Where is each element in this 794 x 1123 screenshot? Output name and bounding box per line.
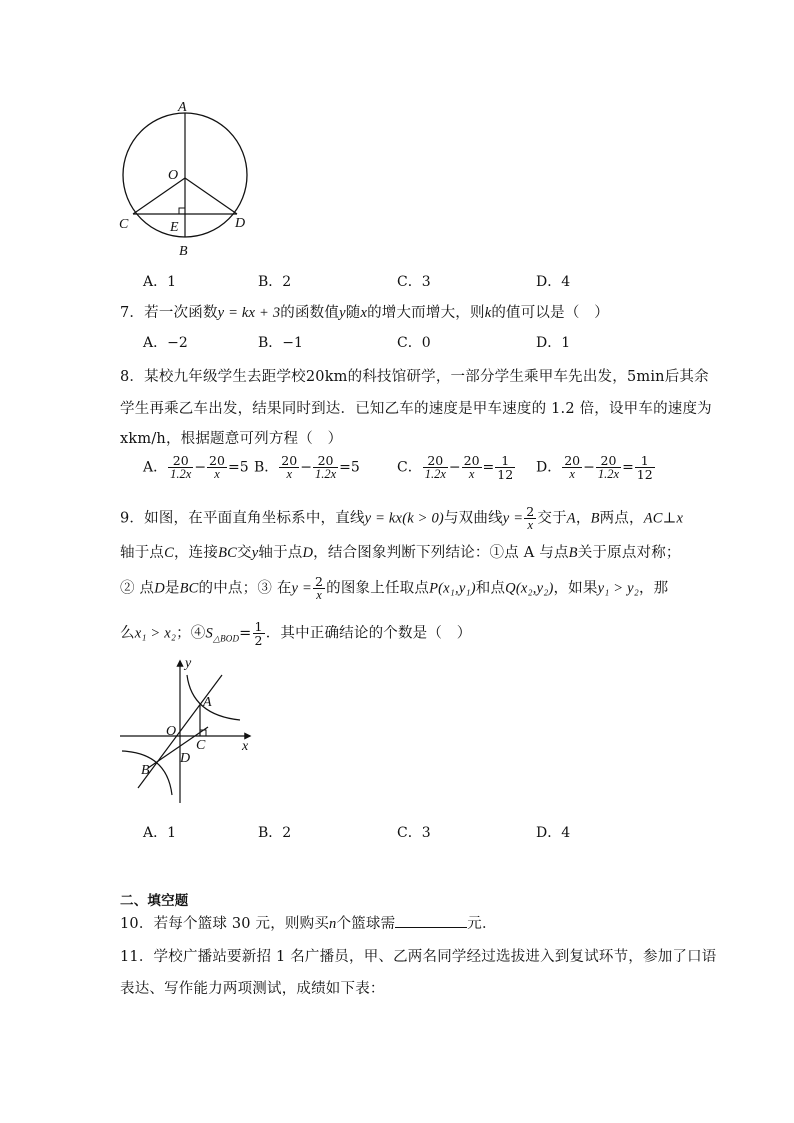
q7-var: x [360, 305, 368, 321]
q9-math: D [154, 580, 165, 597]
equals: = [227, 459, 240, 476]
q9-math: B [568, 545, 578, 561]
q9-math: △BOD [212, 633, 240, 644]
numerator: 20 [423, 454, 448, 468]
q8-number: 8． [120, 369, 145, 385]
q7-option-d[interactable]: D．1 [536, 335, 571, 351]
numerator: 1 [635, 454, 655, 468]
q8-unit: xkm/h [120, 431, 166, 447]
q9-math: C [164, 545, 174, 561]
rhs: 5 [239, 459, 249, 476]
q9-text: 与双曲线 [443, 510, 503, 527]
q9-text: 交于 [537, 510, 567, 527]
q9-text: 的图象上任取点 [326, 580, 430, 597]
denominator: 12 [636, 467, 653, 482]
q9-text: ， [575, 510, 591, 527]
label-O: O [166, 724, 177, 739]
question-8-line3 [120, 427, 342, 448]
q7-text: 的函数值 [280, 305, 340, 321]
q9-option-a[interactable]: A．1 [143, 825, 177, 841]
q9-math: ⊥ [662, 510, 677, 527]
q9-math: BC [218, 545, 238, 561]
q9-math: S [205, 625, 213, 642]
q9-math: x [676, 510, 684, 527]
label-A: A [178, 100, 187, 115]
q9-math: y = kx [364, 510, 403, 527]
question-7 [120, 301, 609, 322]
label-x: x [242, 739, 249, 754]
fraction [253, 620, 265, 647]
denominator: 2 [254, 633, 263, 648]
q7-text: 的值可以是（ ） [491, 305, 609, 321]
rhs: 5 [350, 459, 360, 476]
question-9-line3 [120, 575, 668, 602]
q9-text: ，结合图象判断下列结论：①点 A 与点 [313, 545, 569, 561]
q6-option-d[interactable]: D．4 [536, 274, 571, 290]
q8-text: 某校九年级学生去距学校 [144, 369, 306, 385]
equals: = [339, 459, 351, 476]
fraction [313, 575, 325, 602]
q9-text: ．其中正确结论的个数是（ ） [265, 625, 472, 642]
numerator: 2 [315, 574, 324, 589]
equals: = [622, 459, 634, 476]
q9-option-b[interactable]: B．2 [258, 825, 292, 841]
q9-math: x₁ > x₂ [134, 625, 177, 642]
q9-text: 两点， [599, 510, 644, 527]
denominator: 1.2x [170, 467, 192, 481]
operator: − [448, 459, 461, 476]
q7-option-b[interactable]: B．−1 [258, 335, 303, 351]
fraction [495, 454, 515, 481]
q9-math: A [566, 510, 576, 527]
fraction [462, 454, 482, 481]
q9-math: AC [643, 510, 663, 527]
question-9-line2 [120, 541, 681, 562]
q9-number: 9． [120, 510, 145, 527]
denominator: 1.2x [314, 467, 337, 481]
q9-math: P(x₁,y₁) [429, 580, 476, 597]
q8-text: 后其余 [664, 369, 709, 385]
q9-text: 的中点；③ 在 [198, 580, 292, 597]
fraction [596, 454, 621, 481]
numerator: 20 [281, 453, 298, 468]
q9-text: ，连接 [173, 545, 219, 561]
question-10 [120, 912, 497, 933]
q8-option-c[interactable] [397, 454, 516, 481]
q6-option-c[interactable]: C．3 [397, 274, 431, 290]
q9-option-d[interactable]: D．4 [536, 825, 571, 841]
segment-OD [185, 178, 237, 214]
question-9-line4 [120, 620, 472, 647]
q9-text: 轴于点 [120, 545, 165, 561]
label-D: D [180, 751, 191, 766]
label-B: B [141, 763, 150, 778]
fraction [313, 454, 338, 481]
q9-math: y [251, 545, 259, 561]
option-letter: B． [254, 459, 279, 476]
operator: − [300, 459, 312, 476]
option-letter: C． [397, 459, 422, 476]
q9-text: 么 [120, 625, 135, 642]
q9-math: (k > 0) [402, 510, 444, 527]
denominator: 12 [497, 467, 514, 482]
denominator: 1.2x [597, 467, 620, 481]
numerator: 20 [313, 454, 338, 468]
q6-option-b[interactable]: B．2 [258, 274, 292, 290]
q9-text: ；④ [176, 625, 206, 642]
numerator: 20 [463, 453, 480, 468]
numerator: 1 [254, 619, 263, 634]
numerator: 1 [495, 454, 515, 468]
section-heading: 二、填空题 [120, 893, 189, 909]
q10-text: 个篮球需 [336, 916, 396, 932]
q9-text: ② 点 [120, 580, 155, 597]
q9-text: 和点 [475, 580, 506, 597]
q9-math: D [302, 545, 314, 561]
question-11-line2: 表达、写作能力两项测试，成绩如下表： [120, 981, 385, 997]
q8-distance: 20km [305, 369, 348, 385]
question-8-line2: 学生再乘乙车出发，结果同时到达．已知乙车的速度是甲车速度的 1.2 倍，设甲车的速度为 [120, 401, 712, 417]
denominator: x [468, 467, 475, 481]
q9-math: B [590, 510, 600, 527]
label-O: O [168, 168, 179, 183]
denominator: x [286, 467, 293, 481]
q9-text: 关于原点对称； [577, 545, 681, 561]
q10-text: 若每个篮球 30 元，则购买 [153, 916, 330, 932]
fraction [423, 454, 448, 481]
q7-number: 7． [120, 305, 145, 321]
option-letter: D． [536, 459, 562, 476]
label-D: D [235, 216, 246, 231]
label-C: C [119, 217, 129, 232]
denominator: x [569, 467, 575, 481]
q7-text: 若一次函数 [144, 305, 218, 321]
segment-OC [133, 178, 185, 214]
q6-option-a[interactable]: A．1 [143, 274, 177, 290]
q9-option-c[interactable]: C．3 [397, 825, 431, 841]
fraction [524, 505, 536, 532]
q8-option-d[interactable] [536, 454, 656, 481]
q10-var: n [329, 916, 337, 932]
label-E: E [170, 220, 179, 235]
q7-option-c[interactable]: C．0 [397, 335, 431, 351]
answer-blank[interactable] [395, 915, 467, 928]
q7-text: 随 [345, 305, 361, 321]
denominator: x [527, 518, 534, 532]
q9-text: ，那 [638, 580, 669, 597]
q7-equation: y = kx + 3 [217, 305, 281, 321]
fraction [635, 454, 655, 481]
denominator: x [214, 467, 220, 481]
circle-figure [110, 98, 260, 260]
label-B: B [179, 244, 188, 259]
coordinate-figure [112, 655, 262, 807]
label-C: C [196, 738, 206, 753]
q9-math: y = [291, 580, 312, 597]
fraction [207, 454, 227, 481]
q9-text: 如图，在平面直角坐标系中，直线 [144, 510, 365, 527]
q7-var: y [339, 305, 346, 321]
label-y: y [185, 656, 192, 671]
question-9-line1 [120, 505, 683, 532]
q9-text: 轴于点 [258, 545, 303, 561]
q7-option-a[interactable]: A．−2 [143, 335, 188, 351]
q9-math: Q(x₂,y₂) [505, 580, 554, 597]
numerator: 20 [209, 453, 225, 468]
q8-option-a[interactable] [143, 454, 249, 481]
numerator: 2 [526, 504, 535, 519]
q8-option-b[interactable] [254, 454, 360, 481]
operator: − [194, 459, 207, 476]
operator: − [583, 459, 595, 476]
q10-number: 10． [120, 916, 154, 932]
q9-math: y₁ > y₂ [597, 580, 639, 597]
hyperbola-branch-1 [187, 675, 240, 720]
denominator: x [316, 588, 322, 602]
q8-text: 的科技馆研学，一部分学生乘甲车先出发， [347, 369, 627, 385]
q8-text: ，根据题意可列方程（ ） [165, 431, 343, 447]
question-8-line1 [120, 365, 709, 386]
option-letter: A． [143, 459, 168, 476]
q9-text: ，如果 [553, 580, 598, 597]
q9-text: 是 [164, 580, 180, 597]
fraction [279, 454, 299, 481]
q9-math: y = [502, 510, 524, 527]
q10-text: 元． [467, 916, 497, 932]
numerator: 20 [564, 453, 581, 468]
label-A: A [203, 695, 212, 710]
q8-time: 5min [626, 369, 665, 385]
numerator: 20 [168, 454, 193, 468]
q7-text: 的增大而增大，则 [367, 305, 485, 321]
denominator: 1.2x [424, 467, 446, 481]
q9-math: BC [179, 580, 199, 597]
fraction [562, 454, 582, 481]
q9-math: = [239, 625, 252, 642]
fraction [168, 454, 193, 481]
numerator: 20 [596, 454, 621, 468]
equals: = [482, 459, 495, 476]
question-11-line1: 11．学校广播站要新招 1 名广播员，甲、乙两名同学经过选拔进入到复试环节，参加了口语 [120, 949, 717, 965]
q7-var: k [484, 305, 492, 321]
q9-text: 交 [237, 545, 252, 561]
right-angle-mark [179, 208, 185, 214]
